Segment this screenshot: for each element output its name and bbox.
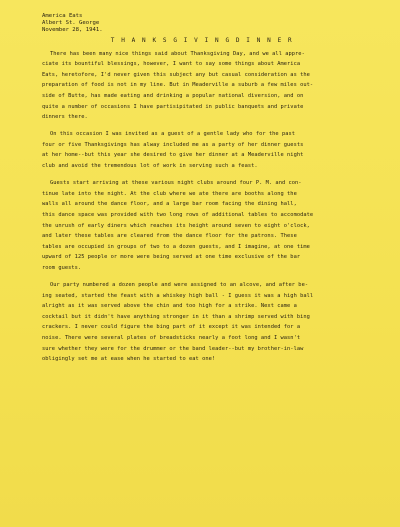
text-line: the unrush of early diners which reaches its height around seven to eight o'clock, bbox=[42, 222, 310, 229]
text-line: There has been many nice things said about Thanksgiving Day, and we all appre- bbox=[50, 50, 305, 57]
text-line: alright as it was served above the chin and too high for a strike. Next came a bbox=[42, 303, 297, 310]
text-line: tables are occupied in groups of two to a dozen guests, and I imagine, at one time bbox=[42, 243, 310, 250]
text-line: sure whether they were for the drummer or the band leader--but my brother-in-law bbox=[42, 345, 304, 352]
text-line: dinners there. bbox=[42, 114, 88, 121]
document-header bbox=[42, 13, 370, 35]
text-line: walls all around the dance floor, and a large bar room facing the dining hall, bbox=[42, 201, 297, 208]
text-line: four or five Thanksgivings has alway included me as a party of her dinner guests bbox=[42, 141, 304, 148]
text-line: cocktail but it didn't have anything stronger in it than a shrimp served with bing bbox=[42, 313, 310, 320]
header-date-line: November 28, 1941. bbox=[42, 27, 103, 34]
text-line: this dance space was provided with two long rows of additional tables to accomodate bbox=[42, 211, 314, 218]
paragraph-1 bbox=[42, 49, 370, 123]
header-series-line: America Eats bbox=[42, 13, 83, 19]
text-line: upward of 125 people or more were being served at one time exclusive of the bar bbox=[42, 254, 301, 261]
text-line: On this occasion I was invited as a guest of a gentle lady who for the past bbox=[50, 131, 296, 138]
header-author-line: Albert St. George bbox=[42, 20, 100, 27]
text-line: Our party numbered a dozen people and were assigned to an alcove, and after be- bbox=[50, 281, 309, 288]
text-line: club and avoid the tremendous lot of work in serving such a feast. bbox=[42, 163, 258, 170]
text-line: quite a number of occasions I have partisipitated in public banquets and private bbox=[42, 103, 304, 110]
paragraph-3 bbox=[42, 178, 370, 273]
text-line: side of Butte, has made eating and drinking a popular national diversion, and on bbox=[42, 92, 304, 99]
paragraph-4 bbox=[42, 280, 370, 365]
document-title: T H A N K S G I V I N G D I N N E R bbox=[110, 36, 294, 44]
text-line: obligingly set me at ease when he started to eat one! bbox=[42, 356, 216, 363]
text-line: Eats, heretofore, I'd never given this subject any but casual consideration as the bbox=[42, 71, 310, 78]
paragraph-2 bbox=[42, 129, 370, 171]
text-line: ciate its bountiful blessings, however, I want to say some things about America bbox=[42, 61, 301, 68]
text-line: ing seated, started the feast with a whiskey high ball - I guess it was a high ball bbox=[42, 292, 314, 299]
text-line: at her home--but this year she desired to give her dinner at a Meaderville night bbox=[42, 152, 304, 159]
text-line: tinue late into the night. At the club where we ate there are booths along the bbox=[42, 190, 297, 197]
text-line: noise. There were several plates of breadsticks nearly a foot long and I wasn't bbox=[42, 334, 301, 341]
text-line: crackers. I never could figure the bing part of it except it was intended for a bbox=[42, 324, 301, 331]
text-line: preparation of food is not in my line. But in Meaderville a suburb a few miles out- bbox=[42, 82, 314, 89]
text-line: room guests. bbox=[42, 264, 82, 271]
text-line: and later these tables are cleared from the dance floor for the patrons. These bbox=[42, 233, 297, 240]
document-body bbox=[42, 49, 370, 365]
text-line: Guests start arriving at these various night clubs around four P. M. and con- bbox=[50, 180, 302, 187]
